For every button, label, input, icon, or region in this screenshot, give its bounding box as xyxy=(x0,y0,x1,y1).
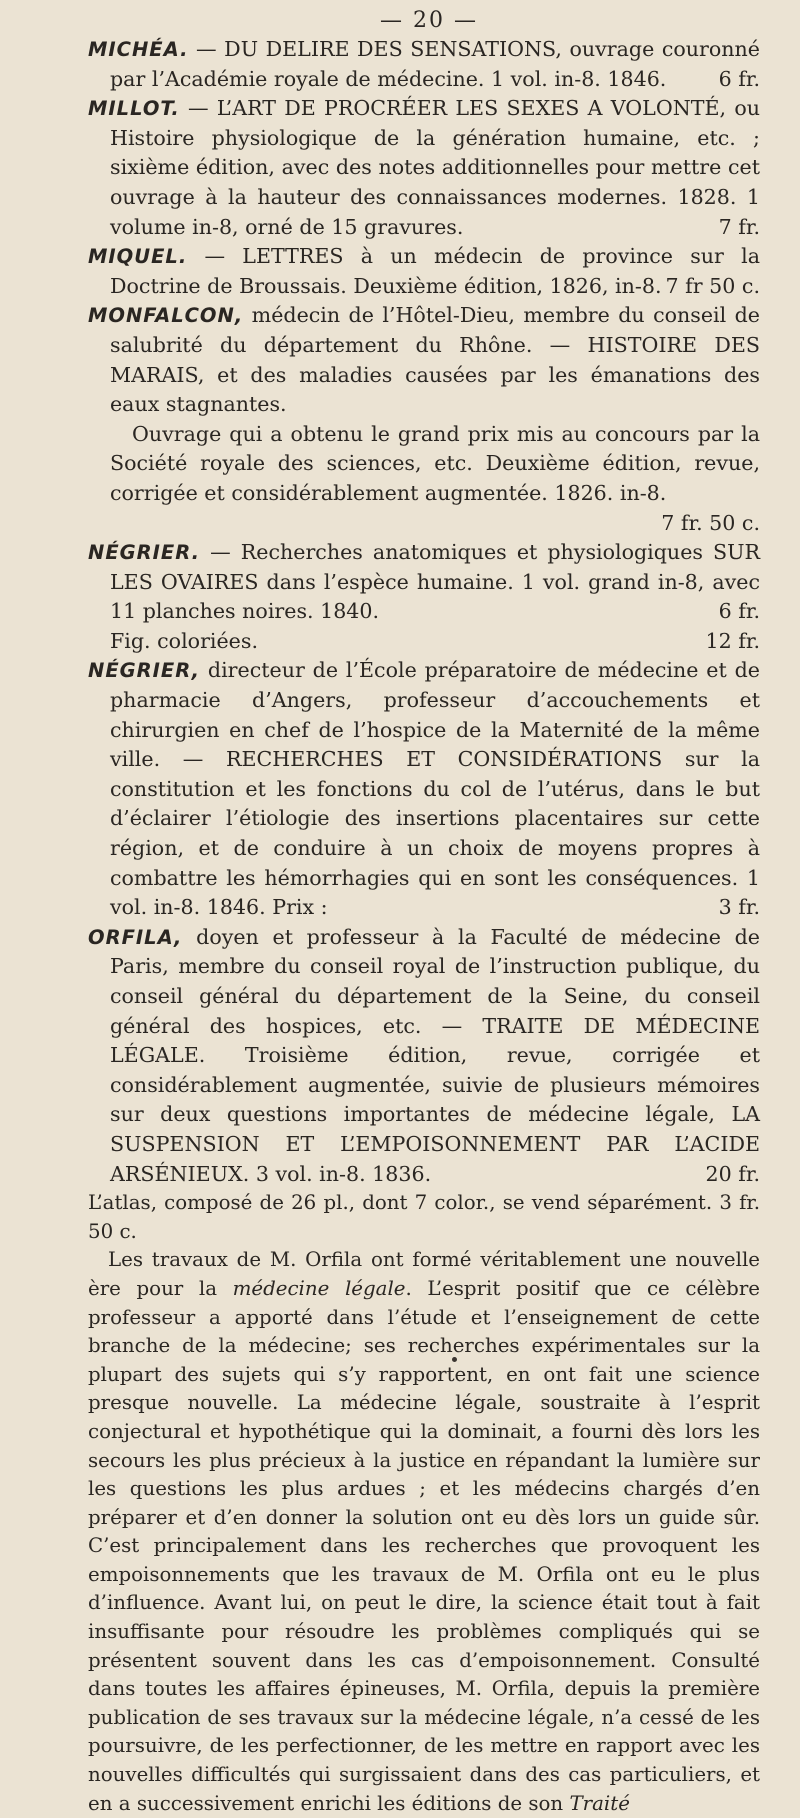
catalog-entry-negrier-ovaires xyxy=(88,538,760,627)
commentary-text: Les travaux de M. Orfila ont formé véritablement une nouvelle ère pour la xyxy=(88,1248,760,1300)
commentary-italic: médecine légale xyxy=(232,1276,406,1300)
entry-text: — LETTRES à un médecin de province sur la Doctrine de Broussais. Deuxième édition, 1826, in-8. xyxy=(110,244,760,298)
commentary-text: . L’esprit positif que ce célèbre professeur a apporté dans l’étude et l’enseignement de cette branche de la médecine; ses recherches expérimentales sur la plupart des sujets qui s’y rapportent, en ont fait une science presque nouvelle. La médecine légale, soustraite à l’esprit conjectural et hypothétique qui la dominait, a fourni dès lors les secours les plus précieux à la justice en répandant la lumière sur les questions les plus ardues ; et les médecins chargés d’en préparer et d’en donner la solution ont eu dès lors un guide sûr. C’est principalement dans les recherches que provoquent les empoisonnements que les travaux de M. Orfila ont eu le plus d’influence. Avant lui, on peut le dire, la science était tout à fait insuffisante pour résoudre les problèmes compliqués qui se présentent souvent dans les cas d’empoisonnement. Consulté dans toutes les affaires épineuses, M. Orfila, depuis la première publication de ses travaux sur la médecine légale, n’a cessé de les poursuivre, de les perfectionner, de les mettre en rapport avec les nouvelles difficultés qui surgissaient dans des cas particuliers, et en a successivement enrichi les éditions de son xyxy=(88,1276,761,1815)
catalog-entry-orfila xyxy=(88,923,760,1189)
entry-author: MONFALCON, xyxy=(88,304,244,328)
entry-text: doyen et professeur à la Faculté de médecine de Paris, membre du conseil royal de l’instruction publique, du conseil général du département de la Seine, du conseil général des hospices, etc. — TRAITE DE MÉDECINE LÉGALE. Troisième édition, revue, corrigée et considérablement augmentée, suivie de plusieurs mémoires sur deux questions importantes de médecine légale, LA SUSPENSION ET L’EMPOISONNEMENT PAR L’ACIDE ARSÉNIEUX. 3 vol. in-8. 1836. xyxy=(110,924,760,1186)
catalog-entry-negrier-colored xyxy=(88,627,760,657)
entry-price: 6 fr. xyxy=(718,599,760,624)
entry-author: NÉGRIER. xyxy=(88,541,201,565)
entry-price: 7 fr 50 c. xyxy=(665,273,760,298)
atlas-line: L’atlas, composé de 26 pl., dont 7 color., se vend séparément. 3 fr. 50 c. xyxy=(88,1191,760,1243)
catalog-entry-negrier-uterus xyxy=(88,656,760,922)
entry-price: 7 fr. 50 c. xyxy=(661,510,760,535)
catalog-entry-miquel xyxy=(88,242,760,301)
catalog-entry-monfalcon xyxy=(88,301,760,419)
entry-author: NÉGRIER, xyxy=(88,659,201,683)
page-number: — 20 — xyxy=(380,8,478,33)
orfila-commentary xyxy=(88,1246,760,1818)
entry-author: ORFILA, xyxy=(88,925,183,949)
entry-price: 12 fr. xyxy=(705,628,760,653)
entry-text: directeur de l’École préparatoire de médecine et de pharmacie d’Angers, professeur d’accouchements et chirurgien en chef de l’hospice de la Maternité de la même ville. — RECHERCHES ET CONSIDÉRATIONS sur la constitution et les fonctions du col de l’utérus, dans le but d’éclairer l’étiologie des insertions placentaires sur cette région, et de conduire à un choix de moyens propres à combattre les hémorrhagies qui en sont les conséquences. 1 vol. in-8. 1846. Prix : xyxy=(110,658,760,920)
catalog-entry-monfalcon-detail xyxy=(88,420,760,538)
entry-author: MIQUEL. xyxy=(88,245,188,269)
catalog-entry-michea xyxy=(88,35,760,94)
entry-price: 20 fr. xyxy=(705,1161,760,1186)
entry-subtext: Fig. coloriées. xyxy=(110,628,258,653)
entry-subtext: Ouvrage qui a obtenu le grand prix mis au concours par la Société royale des sciences, etc. Deuxième édition, revue, corrigée et considérablement augmentée. 1826. in-8. xyxy=(110,421,760,505)
entry-price: 7 fr. xyxy=(718,214,760,239)
entry-author: MICHÉA. xyxy=(88,38,189,61)
entry-text: médecin de l’Hôtel-Dieu, membre du conseil de salubrité du département du Rhône. — HISTOIRE DES MARAIS, et des maladies causées par les émanations des eaux stagnantes. xyxy=(110,303,760,417)
entry-price: 3 fr. xyxy=(718,895,760,920)
catalog-entry-millot xyxy=(88,94,760,242)
entry-price: 6 fr. xyxy=(718,66,760,91)
page-dot-mark xyxy=(452,1357,457,1362)
entry-text: — L’ART DE PROCRÉER LES SEXES A VOLONTÉ, ou Histoire physiologique de la génération humaine, etc. ; sixième édition, avec des notes additionnelles pour mettre cet ouvrage à la hauteur des connaissances modernes. 1828. 1 volume in-8, orné de 15 gravures. xyxy=(110,96,760,239)
commentary-italic-title: Traité xyxy=(569,1791,630,1815)
entry-text: — DU DELIRE DES SENSATIONS, ouvrage couronné par l’Académie royale de médecine. 1 vol. in-8. 1846. xyxy=(110,37,760,91)
entry-author: MILLOT. xyxy=(88,97,180,121)
entry-text: — Recherches anatomiques et physiologiques SUR LES OVAIRES dans l’espèce humaine. 1 vol. grand in-8, avec 11 planches noires. 1840. xyxy=(110,540,760,624)
